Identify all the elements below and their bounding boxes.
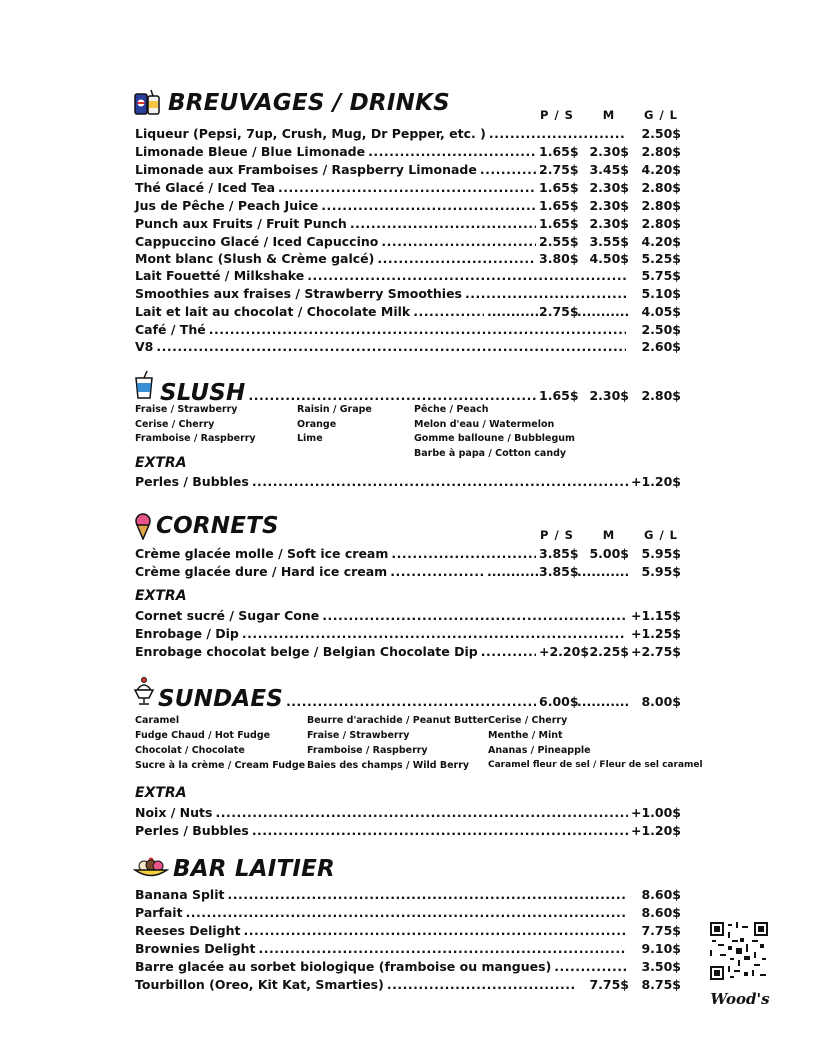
slush-title: SLUSH	[160, 380, 246, 406]
item-price: 3.80$	[539, 251, 579, 266]
flavor-item: Cerise / Cherry	[488, 715, 568, 726]
item-label: Tourbillon (Oreo, Kit Kat, Smarties)	[135, 977, 384, 992]
item-label: Perles / Bubbles	[135, 823, 249, 838]
item-label: Punch aux Fruits / Fruit Punch	[135, 216, 347, 231]
item-price: 1.65$	[539, 216, 579, 231]
item-price: 7.75$	[641, 923, 681, 938]
item-price: 3.50$	[641, 959, 681, 974]
item-price: 8.75$	[641, 977, 681, 992]
item-label: Café / Thé	[135, 322, 206, 337]
sundaes-price-small: 6.00$	[539, 694, 579, 709]
item-label: Cornet sucré / Sugar Cone	[135, 608, 320, 623]
drink-row	[135, 234, 681, 252]
item-price: 8.60$	[641, 887, 681, 902]
item-price: 2.50$	[641, 126, 681, 141]
item-label: Crème glacée dure / Hard ice cream	[135, 564, 388, 579]
item-price: 5.75$	[641, 268, 681, 283]
item-price: 3.45$	[589, 162, 629, 177]
flavor-item: Gomme balloune / Bubblegum	[414, 433, 575, 445]
flavor-item: Menthe / Mint	[488, 730, 563, 741]
flavor-item: Barbe à papa / Cotton candy	[414, 448, 567, 460]
item-label: Liqueur (Pepsi, 7up, Crush, Mug, Dr Pepper, etc. )	[135, 126, 486, 141]
item-price: 8.60$	[641, 905, 681, 920]
item-price: 2.30$	[589, 144, 629, 159]
flavor-item: Fraise / Strawberry	[307, 730, 410, 741]
item-price: 3.85$	[539, 564, 579, 579]
item-label: Jus de Pêche / Peach Juice	[135, 198, 319, 213]
flavor-item: Melon d'eau / Watermelon	[414, 418, 555, 430]
item-price: 5.95$	[641, 546, 681, 561]
sundaes-price-large: 8.00$	[641, 694, 681, 709]
item-label: Cappuccino Glacé / Iced Capuccino	[135, 234, 379, 249]
flavor-item: Cerise / Cherry	[135, 418, 215, 430]
drink-row	[135, 322, 681, 340]
item-price: 3.85$	[539, 546, 579, 561]
bar-row	[135, 887, 681, 905]
item-label: Reeses Delight	[135, 923, 241, 938]
item-price: 2.75$	[539, 162, 579, 177]
flavor-item: Sucre à la crème / Cream Fudge	[135, 760, 306, 771]
col-large: G / L	[644, 108, 678, 122]
item-price: 9.10$	[641, 941, 681, 956]
bar-row	[135, 905, 681, 923]
sundae-extra-row	[135, 805, 681, 823]
flavor-item: Lime	[297, 433, 323, 445]
drink-row	[135, 126, 681, 144]
item-label: Limonade aux Framboises / Raspberry Limonade	[135, 162, 477, 177]
item-price: 4.05$	[641, 304, 681, 319]
item-price: 4.20$	[641, 234, 681, 249]
drink-row	[135, 216, 681, 234]
bar-title: BAR LAITIER	[173, 856, 335, 882]
flavor-item: Chocolat / Chocolate	[135, 745, 245, 756]
item-price: 5.25$	[641, 251, 681, 266]
item-label: Smoothies aux fraises / Strawberry Smoothies	[135, 286, 462, 301]
flavor-item: Pêche / Peach	[414, 404, 489, 415]
item-price: 1.65$	[539, 144, 579, 159]
item-label: Enrobage / Dip	[135, 626, 239, 641]
item-label: Parfait	[135, 905, 183, 920]
item-label: Lait Fouetté / Milkshake	[135, 268, 305, 283]
sundaes-price-row	[158, 686, 681, 712]
item-label: Noix / Nuts	[135, 805, 213, 820]
item-price: 2.30$	[589, 180, 629, 195]
ice-cream-cone-icon	[133, 512, 153, 540]
drink-row	[135, 198, 681, 216]
bar-row	[135, 923, 681, 941]
cornet-row	[135, 546, 681, 564]
cornet-extra-row	[135, 608, 681, 626]
slush-extra-label: Perles / Bubbles	[135, 474, 249, 489]
cornets-col-medium: M	[602, 528, 616, 542]
drink-row	[135, 304, 681, 322]
sundaes-extra-title: EXTRA	[135, 785, 187, 801]
slush-price-row	[160, 380, 681, 406]
flavor-item: Raisin / Grape	[297, 404, 372, 415]
flavor-item: Fudge Chaud / Hot Fudge	[135, 730, 271, 741]
col-small: P / S	[540, 108, 574, 122]
item-price: 5.10$	[641, 286, 681, 301]
item-label: V8	[135, 339, 154, 354]
flavor-item: Baies des champs / Wild Berry	[307, 760, 470, 771]
flavor-item: Caramel fleur de sel / Fleur de sel caramel	[488, 760, 703, 770]
item-price: 2.80$	[641, 198, 681, 213]
item-price: +2.75$	[630, 644, 681, 659]
slush-price-small: 1.65$	[539, 388, 579, 403]
item-price: 2.30$	[589, 216, 629, 231]
bar-row	[135, 959, 681, 977]
item-label: Mont blanc (Slush & Crème galcé)	[135, 251, 375, 266]
item-price: 2.80$	[641, 216, 681, 231]
item-price: +1.20$	[630, 823, 681, 838]
item-price: 3.55$	[589, 234, 629, 249]
flavor-item: Fraise / Strawberry	[135, 404, 238, 415]
cornets-title: CORNETS	[156, 513, 279, 539]
slush-cup-icon	[133, 370, 155, 400]
item-price: 4.20$	[641, 162, 681, 177]
item-price: 5.95$	[641, 564, 681, 579]
item-price: +1.25$	[630, 626, 681, 641]
sundaes-title: SUNDAES	[158, 686, 284, 712]
item-price: 2.75$	[539, 304, 579, 319]
cornets-extra-title: EXTRA	[135, 588, 187, 604]
item-price: +1.00$	[630, 805, 681, 820]
item-price: 4.50$	[589, 251, 629, 266]
flavor-item: Framboise / Raspberry	[307, 745, 428, 756]
qr-code[interactable]	[710, 922, 768, 980]
item-price: 5.00$	[589, 546, 629, 561]
cornets-col-large: G / L	[644, 528, 678, 542]
drink-row	[135, 268, 681, 286]
slush-extra-title: EXTRA	[135, 455, 187, 471]
slush-extra-price: +1.20$	[630, 474, 681, 489]
drink-row	[135, 339, 681, 357]
slush-price-medium: 2.30$	[589, 388, 629, 403]
drink-row	[135, 144, 681, 162]
drink-row	[135, 286, 681, 304]
item-label: Barre glacée au sorbet biologique (framboise ou mangues)	[135, 959, 552, 974]
flavor-item: Framboise / Raspberry	[135, 433, 256, 445]
item-price: 2.80$	[641, 180, 681, 195]
item-price: +1.15$	[630, 608, 681, 623]
item-price: 1.65$	[539, 180, 579, 195]
item-price: 2.50$	[641, 322, 681, 337]
flavor-item: Caramel	[135, 715, 180, 726]
item-label: Limonade Bleue / Blue Limonade	[135, 144, 366, 159]
bar-row	[135, 941, 681, 959]
item-label: Enrobage chocolat belge / Belgian Chocolate Dip	[135, 644, 478, 659]
item-label: Brownies Delight	[135, 941, 256, 956]
item-price: 2.60$	[641, 339, 681, 354]
bar-row	[135, 977, 681, 995]
slush-extra-row	[135, 474, 681, 492]
cornet-row	[135, 564, 681, 582]
item-label: Crème glacée molle / Soft ice cream	[135, 546, 389, 561]
item-price: 2.25$	[589, 644, 629, 659]
drinks-cans-icon	[133, 88, 163, 118]
item-price: 1.65$	[539, 198, 579, 213]
slush-price-large: 2.80$	[641, 388, 681, 403]
item-price: +2.20$	[539, 644, 590, 659]
brand-logo: Wood's	[710, 990, 770, 1008]
item-price: 2.80$	[641, 144, 681, 159]
item-label: Lait et lait au chocolat / Chocolate Milk	[135, 304, 411, 319]
item-price: 2.55$	[539, 234, 579, 249]
sundae-icon	[133, 676, 155, 706]
drinks-title: BREUVAGES / DRINKS	[168, 90, 450, 116]
item-price: 2.30$	[589, 198, 629, 213]
cornet-extra-row	[135, 644, 681, 662]
cornet-extra-row	[135, 626, 681, 644]
drink-row	[135, 162, 681, 180]
flavor-item: Ananas / Pineapple	[488, 745, 591, 756]
flavor-item: Beurre d'arachide / Peanut Butter	[307, 715, 489, 726]
item-label: Banana Split	[135, 887, 225, 902]
sundae-extra-row	[135, 823, 681, 841]
item-price: 7.75$	[589, 977, 629, 992]
drink-row	[135, 251, 681, 269]
drink-row	[135, 180, 681, 198]
banana-split-icon	[133, 857, 169, 879]
flavor-item: Orange	[297, 418, 337, 430]
item-label: Thé Glacé / Iced Tea	[135, 180, 276, 195]
cornets-col-small: P / S	[540, 528, 574, 542]
col-medium: M	[602, 108, 616, 122]
